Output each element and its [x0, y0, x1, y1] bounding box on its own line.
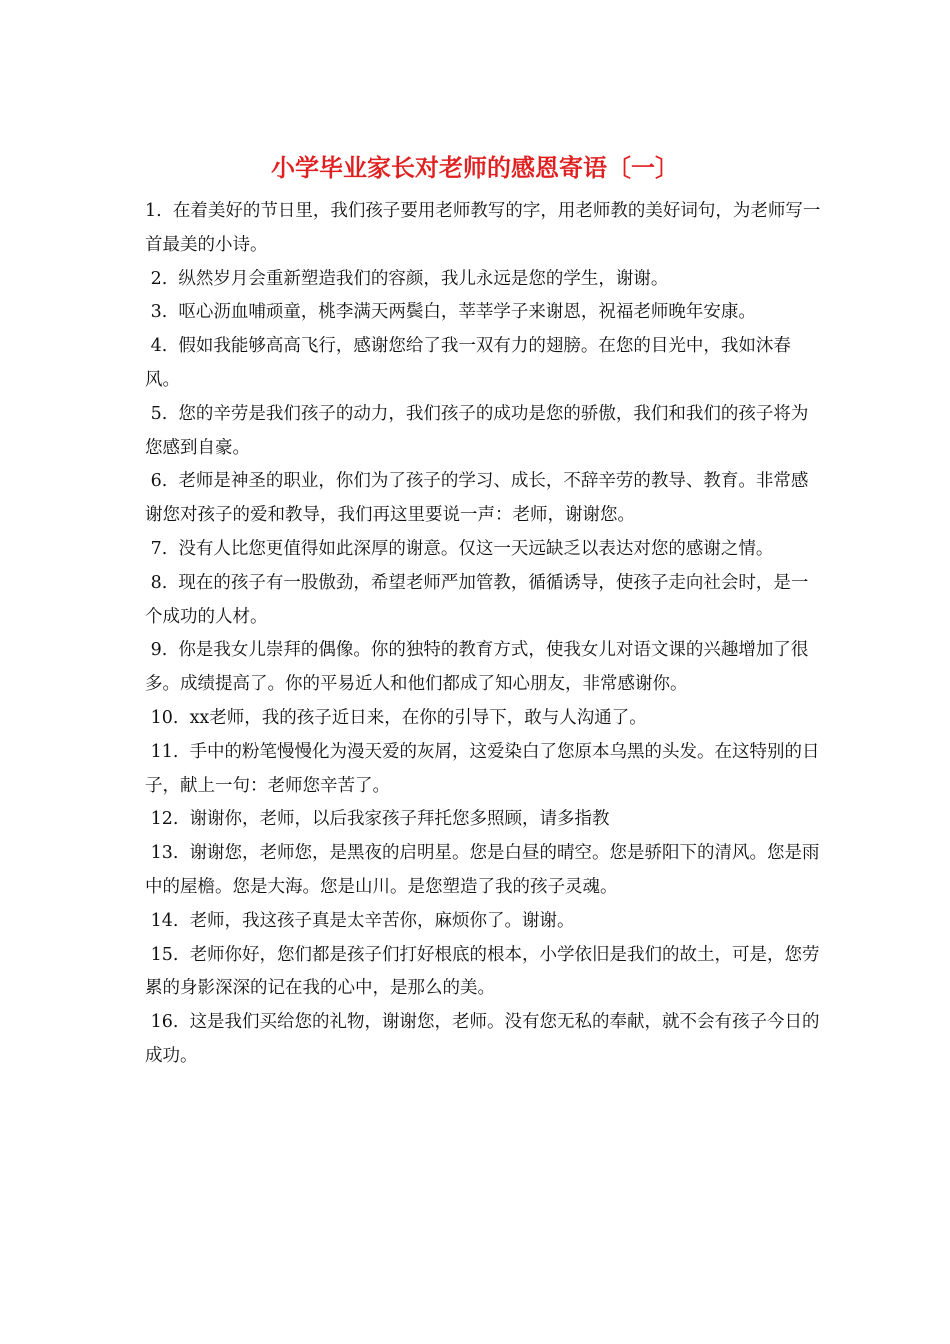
item-text: 假如我能够高高飞行，感谢您给了我一双有力的翅膀。在您的目光中，我如沐春风。	[145, 336, 791, 390]
item-number: 6.	[150, 471, 168, 492]
list-item	[145, 905, 825, 939]
item-number: 16.	[150, 1012, 179, 1033]
item-text: 谢谢您，老师您，是黑夜的启明星。您是白昼的晴空。您是骄阳下的清风。您是雨中的屋檐。您是大海。您是山川。是您塑造了我的孩子灵魂。	[145, 843, 820, 897]
item-number: 12.	[150, 809, 179, 830]
list-item	[145, 195, 825, 263]
list-item	[145, 803, 825, 837]
item-number: 13.	[150, 843, 179, 864]
item-text: 这是我们买给您的礼物，谢谢您，老师。没有您无私的奉献，就不会有孩子今日的成功。	[145, 1012, 820, 1066]
item-text: 在着美好的节日里，我们孩子要用老师教写的字，用老师教的美好词句，为老师写一首最美的小诗。	[145, 201, 821, 255]
item-text: 你是我女儿崇拜的偶像。你的独特的教育方式，使我女儿对语文课的兴趣增加了很多。成绩提高了。你的平易近人和他们都成了知心朋友，非常感谢你。	[145, 640, 809, 695]
list-item	[145, 296, 825, 330]
item-number: 1.	[145, 201, 162, 221]
item-number: 8.	[150, 572, 168, 593]
item-number: 14.	[150, 910, 179, 931]
list-item	[145, 567, 825, 635]
item-text: xx老师，我的孩子近日来，在你的引导下，敢与人沟通了。	[189, 707, 647, 728]
item-number: 10.	[150, 707, 179, 728]
item-number: 7.	[150, 538, 168, 559]
item-number: 5.	[150, 403, 168, 424]
item-text: 谢谢你，老师，以后我家孩子拜托您多照顾，请多指教	[189, 809, 610, 830]
item-text: 现在的孩子有一股傲劲，希望老师严加管教，循循诱导，使孩子走向社会时，是一个成功的人材。	[145, 572, 809, 627]
item-number: 4.	[150, 336, 168, 357]
item-number: 2.	[150, 268, 168, 289]
item-text: 纵然岁月会重新塑造我们的容颜，我儿永远是您的学生，谢谢。	[178, 268, 669, 289]
list-item	[145, 1006, 825, 1074]
list-item	[145, 330, 825, 398]
item-text: 手中的粉笔慢慢化为漫天爱的灰屑，这爱染白了您原本乌黑的头发。在这特别的日子，献上一句：老师您辛苦了。	[145, 741, 820, 796]
item-text: 老师，我这孩子真是太辛苦你，麻烦你了。谢谢。	[189, 910, 575, 931]
list-item	[145, 939, 825, 1007]
item-number: 11.	[150, 741, 179, 762]
list-item	[145, 533, 825, 567]
list-item	[145, 837, 825, 905]
item-number: 3.	[150, 302, 168, 323]
list-item	[145, 634, 825, 702]
item-text: 呕心沥血哺顽童，桃李满天两鬓白，莘莘学子来谢恩，祝福老师晚年安康。	[178, 302, 756, 323]
item-text: 没有人比您更值得如此深厚的谢意。仅这一天远缺乏以表达对您的感谢之情。	[178, 538, 774, 559]
item-text: 您的辛劳是我们孩子的动力，我们孩子的成功是您的骄傲，我们和我们的孩子将为您感到自豪。	[145, 403, 809, 458]
document-title: 小学毕业家长对老师的感恩寄语〔一〕	[271, 153, 679, 182]
item-number: 9.	[150, 640, 168, 661]
item-number: 15.	[150, 944, 179, 965]
document-body	[145, 195, 825, 1074]
list-item	[145, 702, 825, 736]
list-item	[145, 465, 825, 533]
list-item	[145, 398, 825, 466]
list-item	[145, 263, 825, 297]
item-text: 老师你好，您们都是孩子们打好根底的根本，小学依旧是我们的故土，可是，您劳累的身影深深的记在我的心中，是那么的美。	[145, 944, 820, 999]
list-item	[145, 736, 825, 804]
item-text: 老师是神圣的职业，你们为了孩子的学习、成长，不辞辛劳的教导、教育。非常感谢您对孩子的爱和教导，我们再这里要说一声：老师，谢谢您。	[145, 471, 809, 526]
